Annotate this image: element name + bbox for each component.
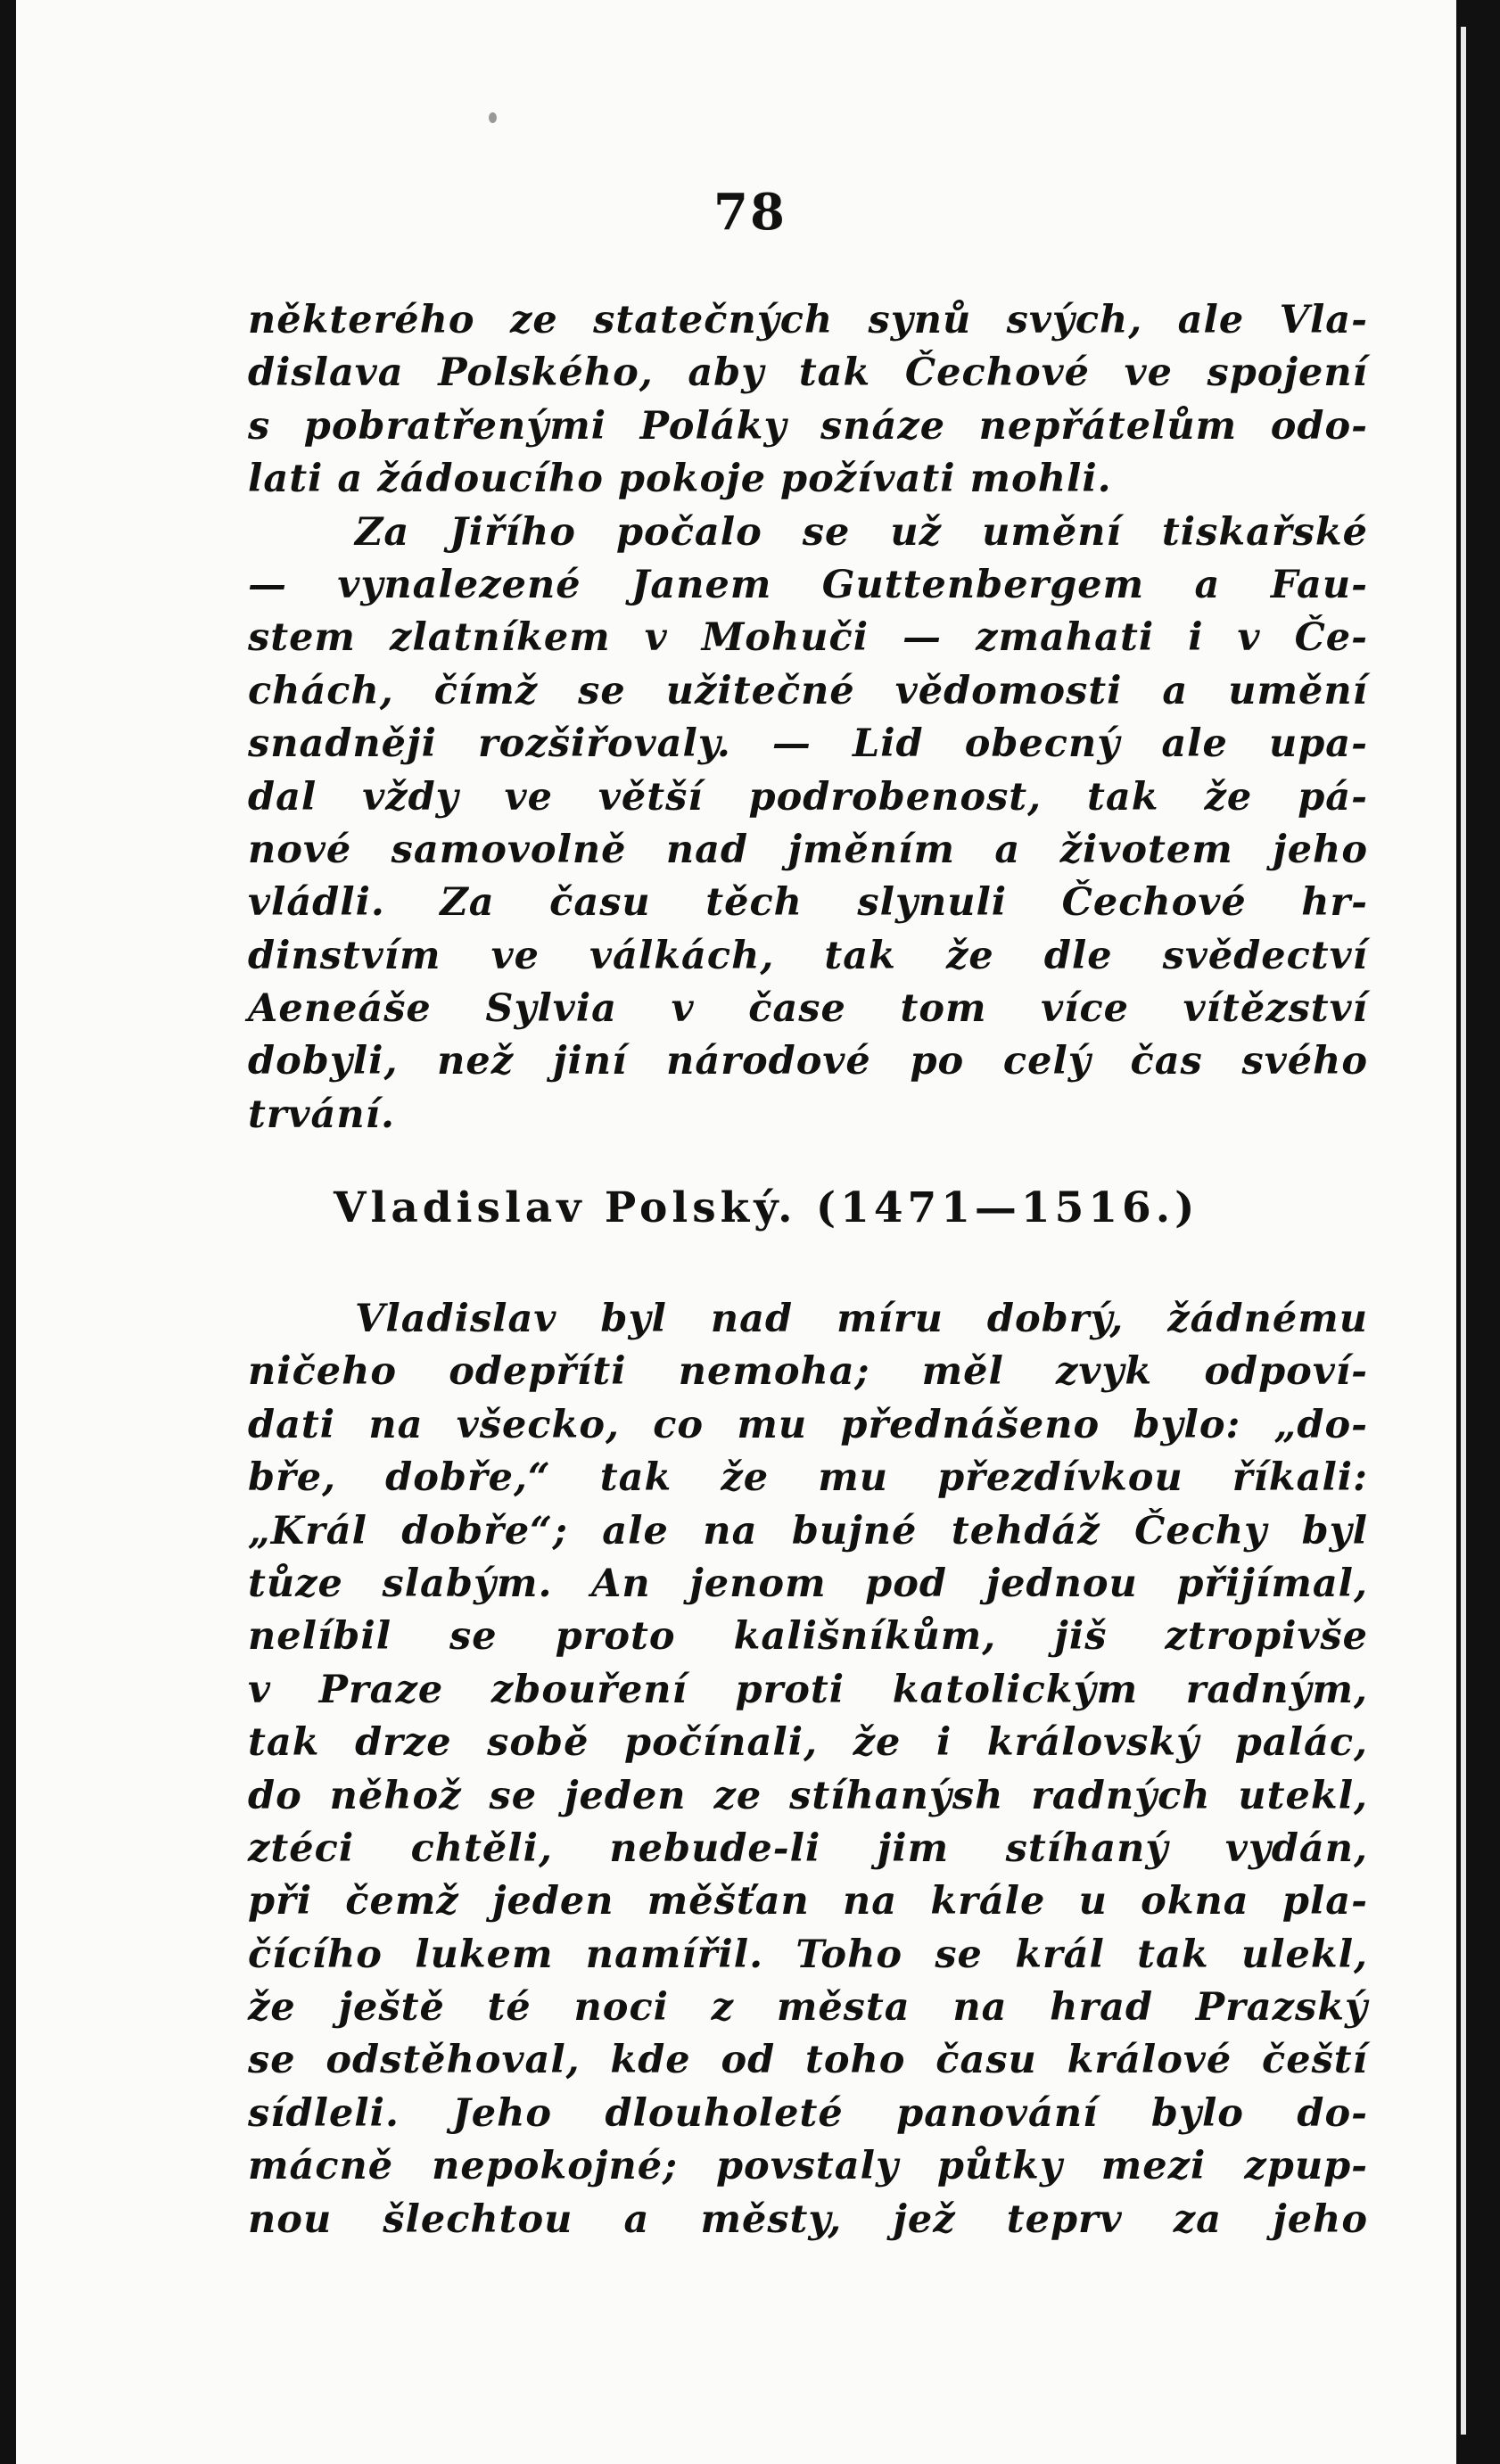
scan-border-left	[0, 0, 16, 2464]
text-line: čícího lukem namířil. Toho se král tak ulekl,	[248, 1932, 1368, 1977]
text-line: při čemž jeden měšťan na krále u okna pla-	[248, 1879, 1368, 1924]
body-text-top	[248, 294, 1368, 1141]
body-text-bottom	[248, 1293, 1368, 2246]
text-line: do něhož se jeden ze stíhanýsh radných utekl,	[248, 1773, 1368, 1818]
text-line: dinstvím ve válkách, tak že dle svědectví	[248, 933, 1368, 978]
text-line: s pobratřenými Poláky snáze nepřátelům odo-	[248, 403, 1368, 449]
text-line: Za Jiřího počalo se už umění tiskařské	[355, 509, 1368, 555]
text-line: tůze slabým. An jenom pod jednou přijímal,	[248, 1561, 1368, 1606]
text-line: chách, čímž se užitečné vědomosti a umění	[248, 668, 1368, 713]
text-line: ztéci chtěli, nebude-li jim stíhaný vydán,	[248, 1825, 1368, 1871]
text-line: lati a žádoucího pokoje požívati mohli.	[248, 457, 1112, 502]
text-line: vládli. Za času těch slynuli Čechové hr-	[248, 880, 1368, 926]
scan-border-right-gap	[1461, 27, 1466, 2435]
text-line: dal vždy ve větší podrobenost, tak že pá-	[248, 774, 1368, 820]
text-line: trvání.	[248, 1092, 395, 1137]
text-line: že ještě té noci z města na hrad Prazský	[248, 1985, 1368, 2031]
text-line: dislava Polského, aby tak Čechové ve spojení	[248, 350, 1368, 396]
text-line: sídleli. Jeho dlouholeté panování bylo do-	[248, 2090, 1368, 2136]
text-line: — vynalezené Janem Guttenbergem a Fau-	[248, 562, 1368, 607]
text-line: nelíbil se proto kališníkům, jiš ztropivše	[248, 1614, 1368, 1660]
text-line: Vladislav byl nad míru dobrý, žádnému	[355, 1297, 1368, 1341]
text-line: nou šlechtou a městy, jež teprv za jeho	[248, 2196, 1368, 2242]
text-line: dobyli, než jiní národové po celý čas svého	[248, 1039, 1368, 1084]
text-line: snadněji rozšiřovaly. — Lid obecný ale upa-	[248, 721, 1368, 767]
text-line: dati na všecko, co mu přednášeno bylo: „do-	[248, 1402, 1368, 1447]
text-line: se odstěhoval, kde od toho času králové čeští	[248, 2038, 1368, 2083]
text-line: v Praze zbouření proti katolickým radným,	[248, 1667, 1368, 1712]
text-line: některého ze statečných synů svých, ale Vla-	[248, 298, 1368, 342]
text-line: „Král dobře“; ale na bujné tehdáž Čechy byl	[248, 1508, 1368, 1553]
text-line: mácně nepokojné; povstaly půtky mezi zpup-	[248, 2144, 1368, 2189]
section-heading: Vladislav Polský. (1471—1516.)	[334, 1183, 1199, 1232]
ink-spot	[489, 112, 497, 123]
text-line: nové samovolně nad jměním a životem jeho	[248, 827, 1368, 872]
text-line: stem zlatníkem v Mohuči — zmahati i v Če-	[248, 615, 1368, 661]
text-line: ničeho odepříti nemoha; měl zvyk odpoví-	[248, 1349, 1368, 1395]
page-number: 78	[713, 183, 787, 242]
text-line: Aeneáše Sylvia v čase tom více vítězství	[248, 986, 1368, 1032]
text-line: tak drze sobě počínali, že i královský palác,	[248, 1720, 1368, 1766]
text-line: bře, dobře,“ tak že mu přezdívkou říkali:	[248, 1455, 1368, 1501]
